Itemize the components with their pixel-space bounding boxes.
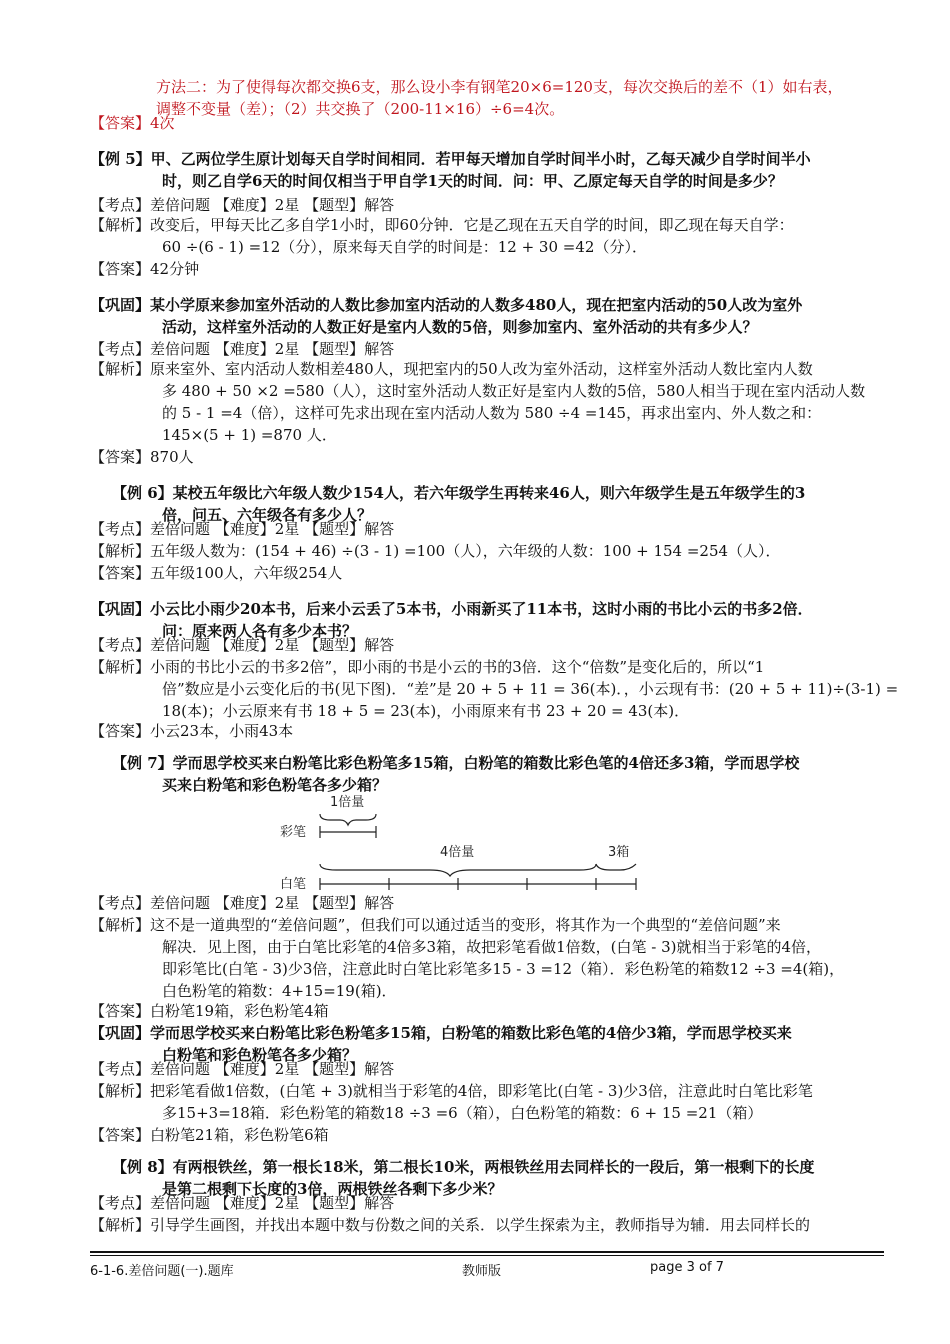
example-heading-cont: 是第二根剩下长度的3倍，两根铁丝各剩下多少米？ <box>162 1180 503 1198</box>
example-heading: 【例 8】有两根铁丝，第一根长18米，第二根长10米，两根铁丝用去同样长的一段后，第一根剩下的长度 <box>112 1158 815 1176</box>
consolidation-heading-cont: 活动，这样室外活动的人数正好是室内人数的5倍，则参加室内、室外活动的共有多少人？ <box>162 318 758 336</box>
brace-4bei <box>320 864 596 876</box>
analysis-line: 18(本)；小云原来有书 18 + 5 = 23(本)，小雨原来有书 23 + 20 = 43(本)． <box>162 702 690 720</box>
analysis-line: 白色粉笔的箱数：4+15=19(箱)． <box>162 982 397 1000</box>
answer-text: 【答案】4次 <box>90 114 175 132</box>
meta-line: 【考点】差倍问题 【难度】2星 【题型】解答 <box>90 520 395 538</box>
analysis-line: 60 ÷(6 - 1) =12（分），原来每天自学的时间是：12 + 30 =42（分）． <box>162 238 647 256</box>
answer-line: 【答案】小云23本，小雨43本 <box>90 722 294 740</box>
answer-line: 【答案】42分钟 <box>90 260 200 278</box>
label-4bei: 4倍量 <box>440 845 475 860</box>
analysis-line: 【解析】改变后，甲每天比乙多自学1小时，即60分钟．它是乙现在五天自学的时间，即乙现在每天自学： <box>90 216 794 234</box>
consolidation-heading: 【巩固】小云比小雨少20本书，后来小云丢了5本书，小雨新买了11本书，这时小雨的书比小云的书多2倍． <box>90 600 813 618</box>
text-line: 调整不变量（差）；（2）共交换了（200-11×16）÷6=4次。 <box>156 100 565 118</box>
analysis-line: 【解析】原来室外、室内活动人数相差480人，现把室内的50人改为室外活动，这样室外活动人数比室内人数 <box>90 360 813 378</box>
analysis-line: 倍”数应是小云变化后的书(见下图)．“差”是 20 + 5 + 11 = 36(本)．，小云现有书：(20 + 5 + 11)÷(3-1) = <box>162 680 899 698</box>
meta-line: 【考点】差倍问题 【难度】2星 【题型】解答 <box>90 894 395 912</box>
answer-line: 【答案】五年级100人，六年级254人 <box>90 564 343 582</box>
label-3xiang: 3箱 <box>608 845 630 860</box>
label-caibi: 彩笔 <box>280 825 307 840</box>
answer-line <box>90 112 890 134</box>
meta-line: 【考点】差倍问题 【难度】2星 【题型】解答 <box>90 1060 395 1078</box>
brace-3xiang <box>596 864 636 870</box>
consolidation-heading-cont: 白粉笔和彩色粉笔各多少箱？ <box>162 1046 358 1064</box>
analysis-line: 【解析】引导学生画图，并找出本题中数与份数之间的关系．以学生探索为主，教师指导为辅．用去同样长的 <box>90 1216 811 1234</box>
consolidation-heading-cont: 问：原来两人各有多少本书？ <box>162 622 358 640</box>
meta-line: 【考点】差倍问题 【难度】2星 【题型】解答 <box>90 340 395 358</box>
meta-line: 【考点】差倍问题 【难度】2星 【题型】解答 <box>90 636 395 654</box>
footer-rule <box>90 1255 884 1256</box>
analysis-line: 【解析】这不是一道典型的“差倍问题”，但我们可以通过适当的变形，将其作为一个典型的“差倍问题”来 <box>90 916 781 934</box>
example-heading: 【例 7】学而思学校买来白粉笔比彩色粉笔多15箱，白粉笔的箱数比彩色笔的4倍还多3箱，学而思学校 <box>112 754 800 772</box>
label-1bei: 1倍量 <box>330 795 365 810</box>
brace-1bei <box>320 814 376 825</box>
label-baibi: 白笔 <box>280 877 307 892</box>
analysis-line: 多 480 + 50 ×2 =580（人），这时室外活动人数正好是室内人数的5倍，580人相当于现在室内活动人数 <box>162 382 866 400</box>
chalk-diagram <box>280 792 640 896</box>
analysis-line: 145×(5 + 1) =870 人． <box>162 426 337 444</box>
analysis-line: 即彩笔比(白笔 - 3)少3倍，注意此时白笔比彩笔多15 - 3 =12（箱）．彩色粉笔的箱数12 ÷3 =4(箱)， <box>162 960 845 978</box>
meta-line: 【考点】差倍问题 【难度】2星 【题型】解答 <box>90 1194 395 1212</box>
meta-line: 【考点】差倍问题 【难度】2星 【题型】解答 <box>90 196 395 214</box>
analysis-line: 【解析】小雨的书比小云的书多2倍”，即小雨的书是小云的书的3倍．这个“倍数”是变化后的，所以“1 <box>90 658 765 676</box>
example-heading-cont: 时，则乙自学6天的时间仅相当于甲自学1天的时间．问：甲、乙原定每天自学的时间是多少？ <box>162 172 783 190</box>
text-line: 方法二：为了使得每次都交换6支，那么设小李有钢笔20×6=120支，每次交换后的差不（1）如右表， <box>156 78 843 96</box>
footer-edition: 教师版 <box>462 1264 502 1279</box>
consolidation-heading: 【巩固】某小学原来参加室外活动的人数比参加室内活动的人数多480人，现在把室内活动的50人改为室外 <box>90 296 803 314</box>
answer-line: 【答案】白粉笔21箱，彩色粉笔6箱 <box>90 1126 329 1144</box>
footer-rule <box>90 1251 884 1253</box>
answer-line: 【答案】白粉笔19箱，彩色粉笔4箱 <box>90 1002 329 1020</box>
analysis-line: 解决．见上图，由于白笔比彩笔的4倍多3箱，故把彩笔看做1倍数，(白笔 - 3)就相当于彩笔的4倍， <box>162 938 822 956</box>
footer-page-number: page 3 of 7 <box>650 1260 724 1275</box>
example-heading: 【例 6】某校五年级比六年级人数少154人，若六年级学生再转来46人，则六年级学生是五年级学生的3 <box>112 484 806 502</box>
example-heading-cont: 买来白粉笔和彩色粉笔各多少箱？ <box>162 776 388 794</box>
analysis-line: 多15+3=18箱．彩色粉笔的箱数18 ÷3 =6（箱），白色粉笔的箱数：6 + 15 =21（箱） <box>162 1104 763 1122</box>
example-heading: 【例 5】甲、乙两位学生原计划每天自学时间相同．若甲每天增加自学时间半小时，乙每天减少自学时间半小 <box>90 150 811 168</box>
example-heading-cont: 倍，问五、六年级各有多少人？ <box>162 506 373 524</box>
consolidation-heading: 【巩固】学而思学校买来白粉笔比彩色粉笔多15箱，白粉笔的箱数比彩色笔的4倍少3箱，学而思学校买来 <box>90 1024 792 1042</box>
analysis-line: 【解析】把彩笔看做1倍数，(白笔 + 3)就相当于彩笔的4倍，即彩笔比(白笔 - 3)少3倍，注意此时白笔比彩笔 <box>90 1082 813 1100</box>
analysis-line: 【解析】五年级人数为：(154 + 46) ÷(3 - 1) =100（人），六年级的人数：100 + 154 =254（人）． <box>90 542 781 560</box>
footer-doc-title: 6-1-6.差倍问题(一).题库 <box>90 1264 234 1279</box>
analysis-line: 的 5 - 1 =4（倍），这样可先求出现在室内活动人数为 580 ÷4 =145，再求出室内、外人数之和： <box>162 404 822 422</box>
answer-line: 【答案】870人 <box>90 448 194 466</box>
